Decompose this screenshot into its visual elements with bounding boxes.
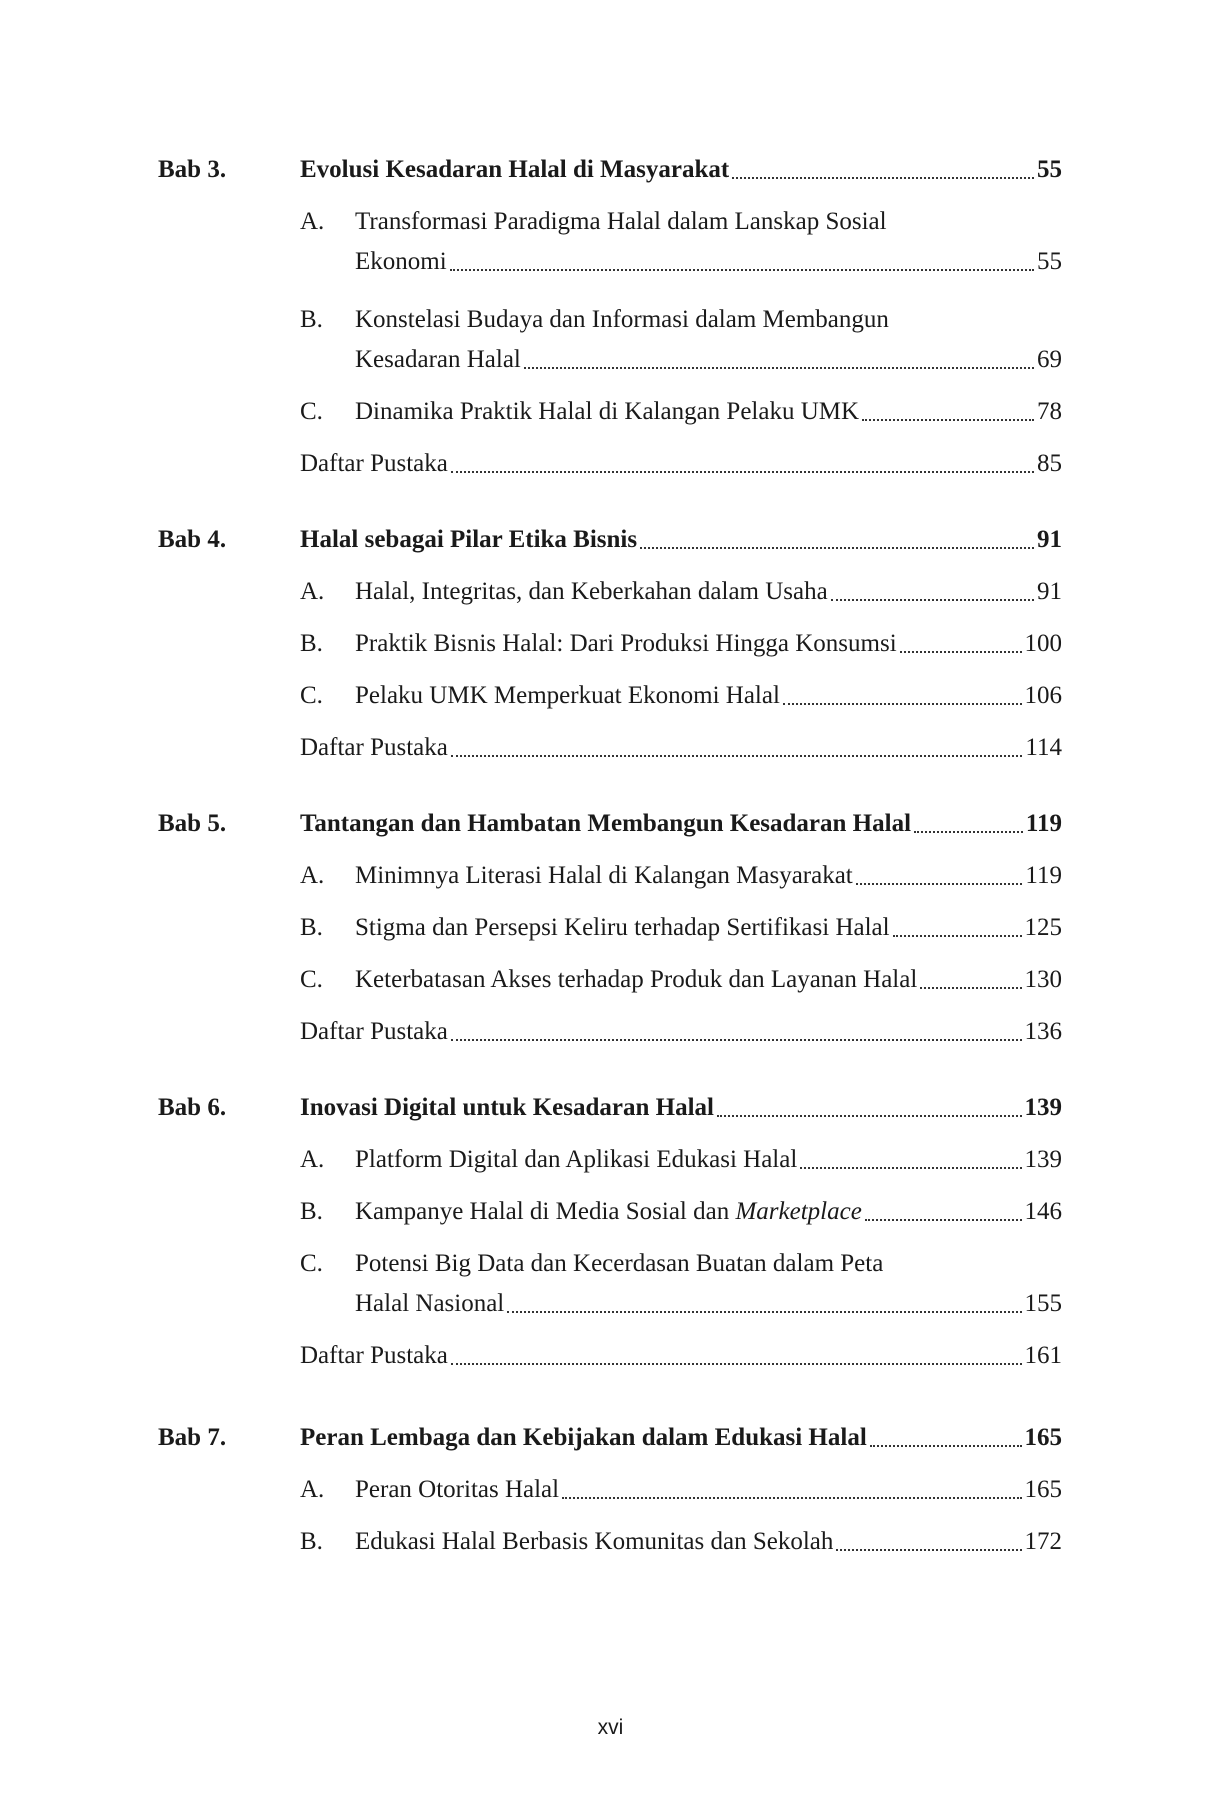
chapter-number: Bab 5. [158, 810, 227, 837]
chapter-title: Peran Lembaga dan Kebijakan dalam Edukasi Halal [300, 1424, 867, 1451]
entry-letter: A. [300, 862, 325, 889]
entry-title: Stigma dan Persepsi Keliru terhadap Sertifikasi Halal [355, 914, 890, 941]
dot-leader [893, 935, 1022, 937]
entry-title-line2: Ekonomi [355, 248, 447, 275]
entry-letter: B. [300, 1198, 323, 1225]
bibliography-label: Daftar Pustaka [300, 734, 448, 761]
entry-page: 139 [1024, 1146, 1062, 1173]
entry-page: 155 [1024, 1290, 1062, 1317]
dot-leader [451, 1039, 1022, 1041]
bibliography-label: Daftar Pustaka [300, 1342, 448, 1369]
entry-row [355, 856, 1062, 896]
entry-row [355, 392, 1062, 432]
bibliography-page: 136 [1024, 1018, 1062, 1045]
chapter-heading [0, 150, 1221, 190]
chapter-heading [0, 1088, 1221, 1128]
entry-title-roman: Kampanye Halal di Media Sosial dan [355, 1198, 730, 1225]
chapter-page: 165 [1024, 1424, 1062, 1451]
dot-leader [900, 651, 1022, 653]
chapter-number: Bab 7. [158, 1424, 227, 1451]
entry-page: 130 [1024, 966, 1062, 993]
chapter-number: Bab 4. [158, 526, 227, 553]
chapter-number: Bab 3. [158, 156, 227, 183]
chapter-title: Inovasi Digital untuk Kesadaran Halal [300, 1094, 714, 1121]
entry-page: 146 [1024, 1198, 1062, 1225]
entry-title: Praktik Bisnis Halal: Dari Produksi Hingga Konsumsi [355, 630, 897, 657]
dot-leader [524, 367, 1034, 369]
dot-leader [507, 1311, 1021, 1313]
dot-leader [717, 1115, 1022, 1117]
chapter-heading [0, 520, 1221, 560]
bibliography-row [300, 444, 1062, 484]
entry-row [355, 960, 1062, 1000]
entry-row [355, 1522, 1062, 1562]
entry-page: 91 [1037, 578, 1062, 605]
dot-leader [451, 755, 1023, 757]
entry-row [355, 572, 1062, 612]
dot-leader [870, 1445, 1022, 1447]
dot-leader [783, 703, 1022, 705]
dot-leader [450, 269, 1034, 271]
entry-title [355, 1192, 862, 1232]
entry-title-line1: Konstelasi Budaya dan Informasi dalam Membangun [355, 306, 889, 333]
entry-title-italic: Marketplace [735, 1198, 862, 1225]
page-number: xvi [597, 1716, 624, 1739]
entry-letter: B. [300, 630, 323, 657]
entry-page: 78 [1037, 398, 1062, 425]
entry-title: Keterbatasan Akses terhadap Produk dan Layanan Halal [355, 966, 918, 993]
chapter-number: Bab 6. [158, 1094, 227, 1121]
entry-row [355, 1140, 1062, 1180]
entry-letter: B. [300, 1528, 323, 1555]
dot-leader [865, 1219, 1022, 1221]
entry-letter: A. [300, 578, 325, 605]
chapter-page: 139 [1024, 1094, 1062, 1121]
bibliography-label: Daftar Pustaka [300, 450, 448, 477]
entry-title-line2-row [355, 1284, 1062, 1324]
entry-page: 125 [1024, 914, 1062, 941]
entry-title-line2: Halal Nasional [355, 1290, 505, 1317]
entry-title: Platform Digital dan Aplikasi Edukasi Halal [355, 1146, 798, 1173]
chapter-page: 55 [1037, 156, 1062, 183]
entry-letter: C. [300, 398, 323, 425]
entry-title: Pelaku UMK Memperkuat Ekonomi Halal [355, 682, 780, 709]
dot-leader [831, 599, 1034, 601]
bibliography-label: Daftar Pustaka [300, 1018, 448, 1045]
entry-row [355, 908, 1062, 948]
chapter-title-row[interactable] [300, 520, 1062, 560]
dot-leader [451, 471, 1034, 473]
entry-page: 100 [1024, 630, 1062, 657]
chapter-title: Evolusi Kesadaran Halal di Masyarakat [300, 156, 730, 183]
entry-page: 106 [1024, 682, 1062, 709]
entry-page: 119 [1025, 862, 1062, 889]
chapter-title: Halal sebagai Pilar Etika Bisnis [300, 526, 638, 553]
bibliography-row [300, 1012, 1062, 1052]
dot-leader [836, 1549, 1021, 1551]
entry-row [355, 676, 1062, 716]
dot-leader [800, 1167, 1021, 1169]
entry-letter: C. [300, 1250, 323, 1277]
bibliography-page: 85 [1037, 450, 1062, 477]
chapter-title-row[interactable] [300, 804, 1062, 844]
entry-letter: B. [300, 914, 323, 941]
entry-title: Peran Otoritas Halal [355, 1476, 560, 1503]
dot-leader [640, 547, 1034, 549]
entry-page: 69 [1037, 346, 1062, 373]
entry-title: Halal, Integritas, dan Keberkahan dalam Usaha [355, 578, 828, 605]
bibliography-page: 161 [1024, 1342, 1062, 1369]
dot-leader [862, 419, 1034, 421]
entry-title-line2-row [355, 340, 1062, 380]
chapter-heading [0, 804, 1221, 844]
chapter-title-row[interactable] [300, 1088, 1062, 1128]
entry-title: Dinamika Praktik Halal di Kalangan Pelaku UMK [355, 398, 860, 425]
dot-leader [856, 883, 1023, 885]
chapter-title-row[interactable] [300, 1418, 1062, 1458]
chapter-title: Tantangan dan Hambatan Membangun Kesadaran Halal [300, 810, 912, 837]
entry-title-line2-row [355, 242, 1062, 282]
dot-leader [451, 1363, 1022, 1365]
entry-letter: C. [300, 966, 323, 993]
dot-leader [732, 177, 1034, 179]
entry-title: Edukasi Halal Berbasis Komunitas dan Sekolah [355, 1528, 834, 1555]
dot-leader [914, 831, 1023, 833]
entry-row [355, 624, 1062, 664]
bibliography-page: 114 [1025, 734, 1062, 761]
entry-page: 172 [1024, 1528, 1062, 1555]
dot-leader [562, 1497, 1021, 1499]
bibliography-row [300, 728, 1062, 768]
entry-page: 55 [1037, 248, 1062, 275]
entry-title-line2: Kesadaran Halal [355, 346, 521, 373]
chapter-page: 119 [1025, 810, 1062, 837]
dot-leader [920, 987, 1021, 989]
entry-title-line1: Potensi Big Data dan Kecerdasan Buatan dalam Peta [355, 1250, 884, 1277]
entry-letter: A. [300, 1476, 325, 1503]
chapter-heading [0, 1418, 1221, 1458]
entry-letter: C. [300, 682, 323, 709]
entry-letter: A. [300, 1146, 325, 1173]
entry-letter: A. [300, 208, 325, 235]
entry-row [355, 1192, 1062, 1232]
entry-page: 165 [1024, 1476, 1062, 1503]
entry-title-line1: Transformasi Paradigma Halal dalam Lanskap Sosial [355, 208, 887, 235]
chapter-title-row[interactable] [300, 150, 1062, 190]
entry-letter: B. [300, 306, 323, 333]
bibliography-row [300, 1336, 1062, 1376]
chapter-page: 91 [1037, 526, 1062, 553]
entry-row [355, 1470, 1062, 1510]
entry-title: Minimnya Literasi Halal di Kalangan Masyarakat [355, 862, 853, 889]
